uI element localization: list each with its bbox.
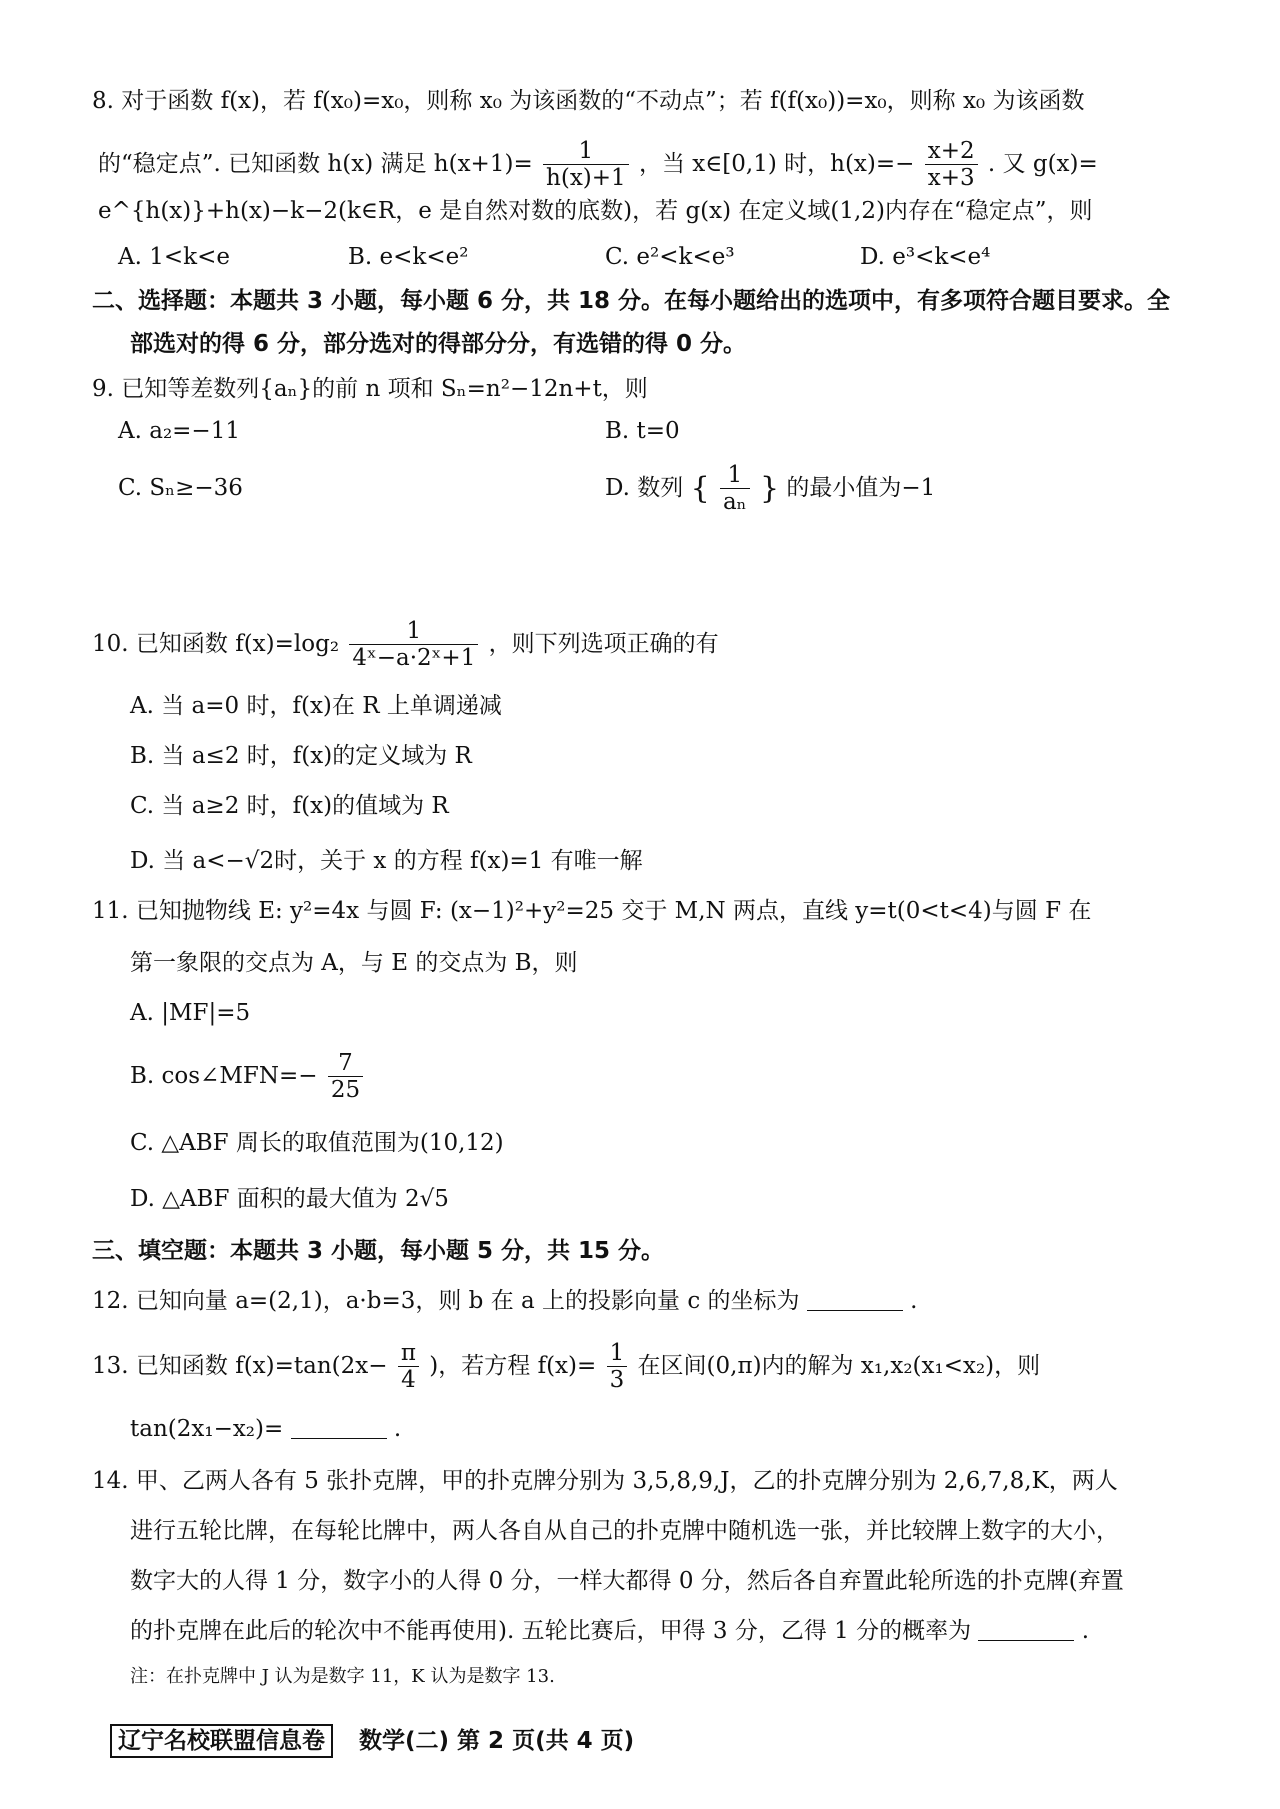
q9-option-d-fraction xyxy=(720,462,750,516)
q9-option-d-text: 的最小值为−1 xyxy=(786,474,936,501)
q14-line-4 xyxy=(130,1620,1089,1643)
q8-line-2 xyxy=(98,138,1098,192)
q10-stem-post: ，则下列选项正确的有 xyxy=(488,630,719,657)
q9-right-brace: } xyxy=(759,470,780,506)
q13-pi-num: π xyxy=(398,1340,419,1367)
q9-option-d-den: aₙ xyxy=(722,489,747,516)
q11-line-2: 第一象限的交点为 A，与 E 的交点为 B，则 xyxy=(130,950,578,976)
q11-option-b xyxy=(130,1050,366,1104)
q8-fraction-1 xyxy=(543,138,629,192)
q13-post: 在区间(0,π)内的解为 x₁,x₂(x₁<x₂)，则 xyxy=(637,1352,1041,1379)
q14-answer-blank xyxy=(978,1620,1074,1641)
q12-stem xyxy=(92,1290,917,1313)
footer-box-label: 辽宁名校联盟信息卷 xyxy=(110,1724,333,1758)
q11-option-b-text: B. cos∠MFN=− xyxy=(130,1062,318,1089)
q11-line-1: 11. 已知抛物线 E: y²=4x 与圆 F: (x−1)²+y²=25 交于 M,N 两点，直线 y=t(0<t<4)与圆 F 在 xyxy=(92,898,1092,924)
q14-line-2: 进行五轮比牌，在每轮比牌中，两人各自从自己的扑克牌中随机选一张，并比较牌上数字的大小， xyxy=(130,1518,1119,1544)
q8-fraction-2 xyxy=(925,138,978,192)
q9-stem: 9. 已知等差数列{aₙ}的前 n 项和 Sₙ=n²−12n+t，则 xyxy=(92,376,648,402)
q8-option-b: B. e<k<e² xyxy=(348,244,469,270)
page-footer xyxy=(110,1730,634,1753)
q11-option-b-fraction xyxy=(328,1050,363,1104)
q8-line-2-mid: ，当 x∈[0,1) 时，h(x)=− xyxy=(638,150,915,177)
q13-pre: 13. 已知函数 f(x)=tan(2x− xyxy=(92,1352,388,1379)
q9-option-d-num: 1 xyxy=(720,462,750,489)
q10-option-d: D. 当 a<−√2时，关于 x 的方程 f(x)=1 有唯一解 xyxy=(130,848,643,874)
q10-stem-pre: 10. 已知函数 f(x)=log₂ xyxy=(92,630,340,657)
q9-option-d-label: D. 数列 xyxy=(605,474,684,501)
q13-pi-den: 4 xyxy=(401,1367,416,1394)
q13-pi-fraction xyxy=(398,1340,419,1394)
q10-fraction-num: 1 xyxy=(349,618,478,645)
q11-option-a: A. |MF|=5 xyxy=(130,1000,251,1026)
q9-option-c: C. Sₙ≥−36 xyxy=(118,475,243,501)
q8-line-1: 8. 对于函数 f(x)，若 f(x₀)=x₀，则称 x₀ 为该函数的“不动点”；若 f(f(x₀))=x₀，则称 x₀ 为该函数 xyxy=(92,88,1085,114)
q12-end: . xyxy=(910,1288,918,1314)
section3-heading: 三、填空题：本题共 3 小题，每小题 5 分，共 15 分。 xyxy=(92,1238,665,1264)
q8-option-c: C. e²<k<e³ xyxy=(605,244,735,270)
section2-heading-line-1: 二、选择题：本题共 3 小题，每小题 6 分，共 18 分。在每小题给出的选项中，有多项符合题目要求。全 xyxy=(92,288,1171,314)
q9-option-d xyxy=(605,462,935,516)
q8-option-d: D. e³<k<e⁴ xyxy=(860,244,991,270)
q13-third-den: 3 xyxy=(609,1367,625,1394)
q10-option-b: B. 当 a≤2 时，f(x)的定义域为 R xyxy=(130,743,472,769)
q10-fraction-den: 4ˣ−a·2ˣ+1 xyxy=(352,645,476,672)
q12-text: 12. 已知向量 a=(2,1)，a·b=3，则 b 在 a 上的投影向量 c 的坐标为 xyxy=(92,1288,800,1314)
q13-mid: )，若方程 f(x)= xyxy=(429,1352,597,1379)
q11-option-c: C. △ABF 周长的取值范围为(10,12) xyxy=(130,1130,504,1156)
q9-left-brace: { xyxy=(690,470,710,506)
q13-expression: tan(2x₁−x₂)= xyxy=(130,1416,284,1442)
q8-fraction-2-den: x+3 xyxy=(927,165,975,192)
q10-fraction xyxy=(349,618,478,672)
q13-line-2 xyxy=(130,1418,401,1441)
q14-line-3: 数字大的人得 1 分，数字小的人得 0 分，一样大都得 0 分，然后各自弃置此轮所选的扑克牌(弃置 xyxy=(130,1568,1124,1594)
q14-note: 注：在扑克牌中 J 认为是数字 11，K 认为是数字 13. xyxy=(130,1666,555,1687)
q12-answer-blank xyxy=(807,1290,903,1311)
q13-third-num: 1 xyxy=(607,1340,628,1367)
q9-option-b: B. t=0 xyxy=(605,418,680,444)
q14-end: . xyxy=(1081,1618,1090,1644)
q9-option-a: A. a₂=−11 xyxy=(118,418,240,444)
q8-fraction-1-num: 1 xyxy=(543,138,629,165)
q8-fraction-1-den: h(x)+1 xyxy=(546,165,626,192)
q13-third-fraction xyxy=(607,1340,628,1394)
q13-end: . xyxy=(393,1416,402,1442)
q13-answer-blank xyxy=(291,1418,387,1439)
q10-option-c: C. 当 a≥2 时，f(x)的值域为 R xyxy=(130,793,449,819)
q11-option-b-den: 25 xyxy=(330,1077,361,1104)
q8-line-3: e^{h(x)}+h(x)−k−2(k∈R，e 是自然对数的底数)，若 g(x) 在定义域(1,2)内存在“稳定点”，则 xyxy=(98,198,1093,224)
q10-option-a: A. 当 a=0 时，f(x)在 R 上单调递减 xyxy=(130,693,502,719)
q8-fraction-2-num: x+2 xyxy=(925,138,978,165)
q14-line-4-text: 的扑克牌在此后的轮次中不能再使用). 五轮比赛后，甲得 3 分，乙得 1 分的概率为 xyxy=(130,1618,972,1644)
q8-line-2-text: 的“稳定点”. 已知函数 h(x) 满足 h(x+1)= xyxy=(98,150,533,177)
q14-line-1: 14. 甲、乙两人各有 5 张扑克牌，甲的扑克牌分别为 3,5,8,9,J，乙的扑克牌分别为 2,6,7,8,K，两人 xyxy=(92,1468,1118,1494)
q8-line-2-post: . 又 g(x)= xyxy=(987,150,1098,177)
q11-option-b-num: 7 xyxy=(328,1050,363,1077)
footer-page-info: 数学(二) 第 2 页(共 4 页) xyxy=(359,1728,635,1754)
section2-heading-line-2: 部选对的得 6 分，部分选对的得部分分，有选错的得 0 分。 xyxy=(130,331,747,357)
q13-line-1 xyxy=(92,1340,1040,1394)
q11-option-d: D. △ABF 面积的最大值为 2√5 xyxy=(130,1186,449,1212)
q8-option-a: A. 1<k<e xyxy=(118,244,230,270)
q10-stem xyxy=(92,618,719,672)
